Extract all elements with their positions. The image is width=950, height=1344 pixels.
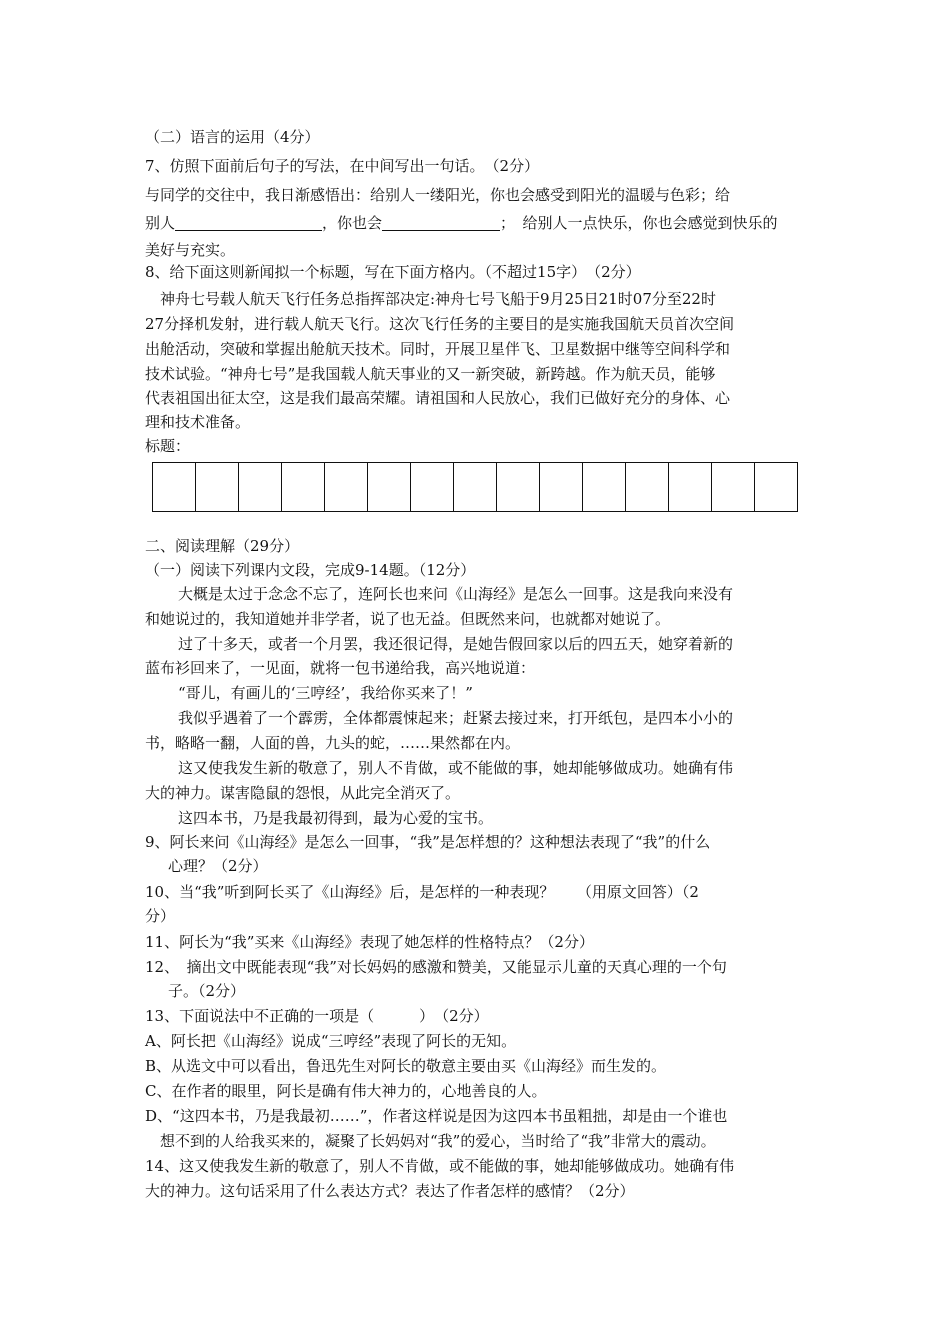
- answer-blank-2[interactable]: [382, 215, 500, 231]
- passage-line: 过了十多天，或者一个月罢，我还很记得，是她告假回家以后的四五天，她穿着新的: [178, 635, 734, 653]
- section-heading-reading: 二、阅读理解（29分）: [145, 537, 300, 555]
- passage-line: 这四本书，乃是我最初得到，最为心爱的宝书。: [178, 809, 494, 827]
- passage-line: 蓝布衫回来了，一见面，就将一包书递给我，高兴地说道：: [145, 659, 536, 677]
- question-7-line-2: [145, 212, 825, 234]
- title-answer-grid[interactable]: [152, 462, 798, 512]
- answer-cell[interactable]: [540, 463, 583, 511]
- question-7-line-1: 与同学的交往中，我日渐感悟出：给别人一缕阳光，你也会感受到阳光的温暖与色彩；给: [145, 186, 731, 204]
- answer-cell[interactable]: [153, 463, 196, 511]
- question-14: 14、这又使我发生新的敬意了，别人不肯做，或不能做的事，她却能够做成功。她确有伟: [145, 1157, 735, 1175]
- option-a: A、阿长把《山海经》说成“三哼经”表现了阿长的无知。: [145, 1032, 517, 1050]
- question-10: 10、当“我”听到阿长买了《山海经》后，是怎样的一种表现？ （用原文回答）（2: [145, 883, 699, 901]
- news-line: 神舟七号载人航天飞行任务总指挥部决定:神舟七号飞船于9月25日21时07分至22时: [145, 290, 716, 308]
- question-7-line-3: 美好与充实。: [145, 241, 236, 259]
- question-12: 12、 摘出文中既能表现“我”对长妈妈的感激和赞美，又能显示儿童的天真心理的一个句: [145, 958, 727, 976]
- section-heading-language-use: （二）语言的运用（4分）: [145, 128, 320, 146]
- question-13: 13、下面说法中不正确的一项是（ ） （2分）: [145, 1007, 489, 1025]
- answer-cell[interactable]: [325, 463, 368, 511]
- question-9-continued: 心理？（2分）: [168, 857, 268, 875]
- passage-line: 大概是太过于念念不忘了，连阿长也来问《山海经》是怎么一回事。这是我向来没有: [178, 585, 734, 603]
- answer-blank-1[interactable]: [175, 215, 322, 231]
- answer-cell[interactable]: [712, 463, 755, 511]
- question-7-part-b: ，你也会: [322, 214, 383, 232]
- answer-cell[interactable]: [196, 463, 239, 511]
- passage-line: 大的神力。谋害隐鼠的怨恨，从此完全消灭了。: [145, 784, 461, 802]
- option-b: B、从选文中可以看出，鲁迅先生对阿长的敬意主要由买《山海经》而生发的。: [145, 1057, 667, 1075]
- question-11: 11、阿长为“我”买来《山海经》表现了她怎样的性格特点？（2分）: [145, 933, 594, 951]
- option-d-continued: 想不到的人给我买来的，凝聚了长妈妈对“我”的爱心，当时给了“我”非常大的震动。: [160, 1132, 716, 1150]
- answer-cell[interactable]: [239, 463, 282, 511]
- passage-line: 我似乎遇着了一个霹雳，全体都震悚起来；赶紧去接过来，打开纸包，是四本小小的: [178, 709, 734, 727]
- answer-cell[interactable]: [583, 463, 626, 511]
- passage-line: 这又使我发生新的敬意了，别人不肯做，或不能做的事，她却能够做成功。她确有伟: [178, 759, 734, 777]
- news-line: 技术试验。“神舟七号”是我国载人航天事业的又一新突破，新跨越。作为航天员，能够: [145, 365, 716, 383]
- question-7-prompt: 7、仿照下面前后句子的写法，在中间写出一句话。 （2分）: [145, 157, 540, 175]
- passage-line: 和她说过的，我知道她并非学者，说了也无益。但既然来问，也就都对她说了。: [145, 610, 671, 628]
- answer-cell[interactable]: [755, 463, 797, 511]
- question-10-continued: 分）: [145, 907, 176, 925]
- passage-line: 书，略略一翻，人面的兽，九头的蛇，……果然都在内。: [145, 734, 521, 752]
- news-line: 代表祖国出征太空，这是我们最高荣耀。请祖国和人民放心，我们已做好充分的身体、心: [145, 389, 731, 407]
- question-8-prompt: 8、给下面这则新闻拟一个标题，写在下面方格内。（不超过15字） （2分）: [145, 263, 641, 281]
- question-7-part-c: ； 给别人一点快乐，你也会感觉到快乐的: [500, 214, 778, 232]
- question-9: 9、阿长来问《山海经》是怎么一回事，“我”是怎样想的？这种想法表现了“我”的什么: [145, 833, 711, 851]
- passage-line: “哥儿，有画儿的‘三哼经’，我给你买来了！”: [178, 684, 473, 702]
- news-line: 27分择机发射，进行载人航天飞行。这次飞行任务的主要目的是实施我国航天员首次空间: [145, 315, 735, 333]
- news-line: 理和技术准备。: [145, 413, 251, 431]
- reading-subheading: （一）阅读下列课内文段，完成9-14题。（12分）: [145, 561, 476, 579]
- answer-cell[interactable]: [282, 463, 325, 511]
- question-14-continued: 大的神力。这句话采用了什么表达方式？表达了作者怎样的感情？（2分）: [145, 1182, 635, 1200]
- answer-cell[interactable]: [497, 463, 540, 511]
- answer-cell[interactable]: [669, 463, 712, 511]
- answer-cell[interactable]: [626, 463, 669, 511]
- answer-cell[interactable]: [411, 463, 454, 511]
- option-d: D、“这四本书，乃是我最初……”，作者这样说是因为这四本书虽粗拙，却是由一个谁也: [145, 1107, 728, 1125]
- question-7-part-a: 别人: [145, 214, 176, 232]
- question-12-continued: 子。（2分）: [168, 982, 246, 1000]
- answer-cell[interactable]: [454, 463, 497, 511]
- title-label: 标题：: [145, 437, 191, 455]
- option-c: C、在作者的眼里，阿长是确有伟大神力的，心地善良的人。: [145, 1082, 547, 1100]
- answer-cell[interactable]: [368, 463, 411, 511]
- news-line: 出舱活动，突破和掌握出舱航天技术。同时，开展卫星伴飞、卫星数据中继等空间科学和: [145, 340, 731, 358]
